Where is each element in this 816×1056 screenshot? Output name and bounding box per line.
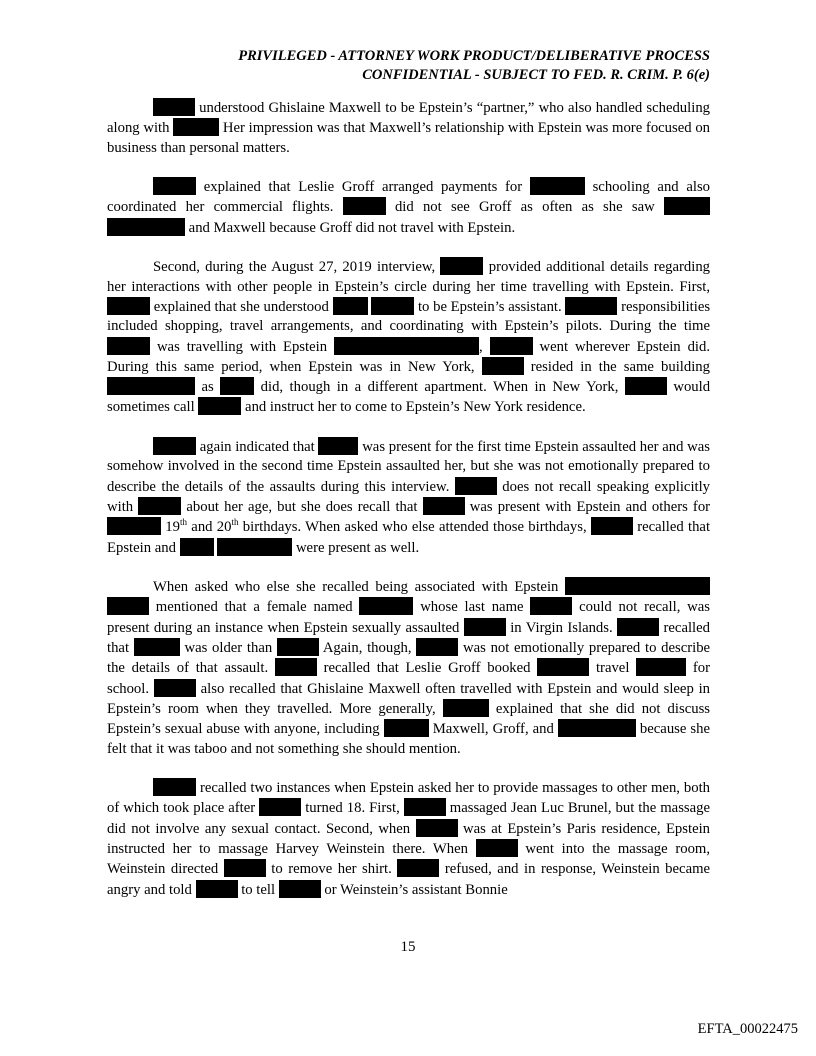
- page-number: 15: [400, 939, 416, 955]
- redaction-block: [359, 597, 413, 615]
- redaction-block: [440, 257, 483, 275]
- redaction-block: [138, 497, 181, 515]
- redaction-block: [404, 798, 446, 816]
- redaction-block: [334, 337, 479, 355]
- redaction-block: [565, 577, 710, 595]
- document-body: [107, 98, 710, 919]
- redaction-block: [416, 638, 458, 656]
- redaction-block: [220, 377, 254, 395]
- redaction-block: [591, 517, 633, 535]
- redaction-block: [153, 98, 195, 116]
- redaction-block: [318, 437, 358, 455]
- redaction-block: [224, 859, 266, 877]
- redaction-block: [625, 377, 667, 395]
- redaction-block: [153, 778, 196, 796]
- redaction-block: [636, 658, 686, 676]
- redaction-block: [173, 118, 219, 136]
- redaction-block: [279, 880, 321, 898]
- redaction-block: [107, 337, 150, 355]
- redaction-block: [277, 638, 319, 656]
- redaction-block: [490, 337, 533, 355]
- redaction-block: [455, 477, 497, 495]
- redaction-block: [107, 597, 149, 615]
- redaction-block: [153, 177, 196, 195]
- paragraph-4: again indicated that was present for the first time Epstein assaulted her and was somehow involved in the second time Epstein assaulted her, but she was not emotionally prepared to describe the details of the assaults during this interview. does not recall speaking explicitly with about her age, but she does recall that was present with Epstein and others for 19th and 20th birthdays. When asked who else attended those birthdays, recalled that Epstein and were present as well.: [107, 439, 711, 556]
- redaction-block: [153, 437, 196, 455]
- paragraph-2: explained that Leslie Groff arranged payments for schooling and also coordinated her commercial flights. did not see Groff as often as she saw and Maxwell because Groff did not travel with Epstein.: [107, 179, 711, 236]
- redaction-block: [423, 497, 465, 515]
- redaction-block: [384, 719, 429, 737]
- redaction-block: [464, 618, 506, 636]
- redaction-block: [107, 517, 161, 535]
- redaction-block: [259, 798, 301, 816]
- redaction-block: [134, 638, 180, 656]
- redaction-block: [154, 679, 196, 697]
- redaction-block: [664, 197, 710, 215]
- redaction-block: [482, 357, 524, 375]
- privilege-header: [238, 47, 710, 85]
- redaction-block: [371, 297, 414, 315]
- redaction-block: [537, 658, 589, 676]
- paragraph-3: Second, during the August 27, 2019 interview, provided additional details regarding her interactions with other people in Epstein’s circle during her time travelling with Epstein. First, explained that she understood to be Epstein’s assistant. responsibilities included shopping, travel arrangements, and coordinating with Epstein’s pilots. During the time was travelling with Epstein , went wherever Epstein did. During this same period, when Epstein was in New York, resided in the same building as did, though in a different apartment. When in New York, would sometimes call and instruct her to come to Epstein’s New York residence.: [107, 259, 711, 416]
- redaction-block: [107, 218, 185, 236]
- bates-number: EFTA_00022475: [697, 1021, 798, 1037]
- redaction-block: [397, 859, 439, 877]
- paragraph-1: understood Ghislaine Maxwell to be Epstein’s “partner,” who also handled scheduling along with Her impression was that Maxwell’s relationship with Epstein was more focused on business than personal matters.: [107, 100, 711, 156]
- redaction-block: [565, 297, 617, 315]
- redaction-block: [476, 839, 518, 857]
- privilege-header-line2: CONFIDENTIAL - SUBJECT TO FED. R. CRIM. P. 6(e): [362, 67, 710, 83]
- redaction-block: [107, 377, 195, 395]
- redaction-block: [617, 618, 659, 636]
- redaction-block: [530, 177, 585, 195]
- redaction-block: [443, 699, 489, 717]
- paragraph-5: When asked who else she recalled being associated with Epstein mentioned that a female named whose last name could not recall, was present during an instance when Epstein sexually assaulted in Virgin Islands. recalled that was older than Again, though, was not emotionally prepared to describe the details of that assault. recalled that Leslie Groff booked travel for school. also recalled that Ghislaine Maxwell often travelled with Epstein and would sleep in Epstein’s room when they travelled. More generally, explained that she did not discuss Epstein’s sexual abuse with anyone, including Maxwell, Groff, and because she felt that it was taboo and not something she should mention.: [107, 579, 711, 757]
- redaction-block: [343, 197, 386, 215]
- redaction-block: [530, 597, 572, 615]
- paragraph-6: recalled two instances when Epstein asked her to provide massages to other men, both of which took place after turned 18. First, massaged Jean Luc Brunel, but the massage did not involve any sexual contact. Second, when was at Epstein’s Paris residence, Epstein instructed her to massage Harvey Weinstein there. When went into the massage room, Weinstein directed to remove her shirt. refused, and in response, Weinstein became angry and told to tell or Weinstein’s assistant Bonnie: [107, 780, 711, 898]
- privilege-header-line1: PRIVILEGED - ATTORNEY WORK PRODUCT/DELIBERATIVE PROCESS: [238, 48, 710, 64]
- redaction-block: [275, 658, 317, 676]
- redaction-block: [558, 719, 636, 737]
- redaction-block: [333, 297, 368, 315]
- redaction-block: [180, 538, 214, 556]
- redaction-block: [107, 297, 150, 315]
- redaction-block: [198, 397, 241, 415]
- redaction-block: [416, 819, 458, 837]
- redaction-block: [196, 880, 238, 898]
- redaction-block: [217, 538, 292, 556]
